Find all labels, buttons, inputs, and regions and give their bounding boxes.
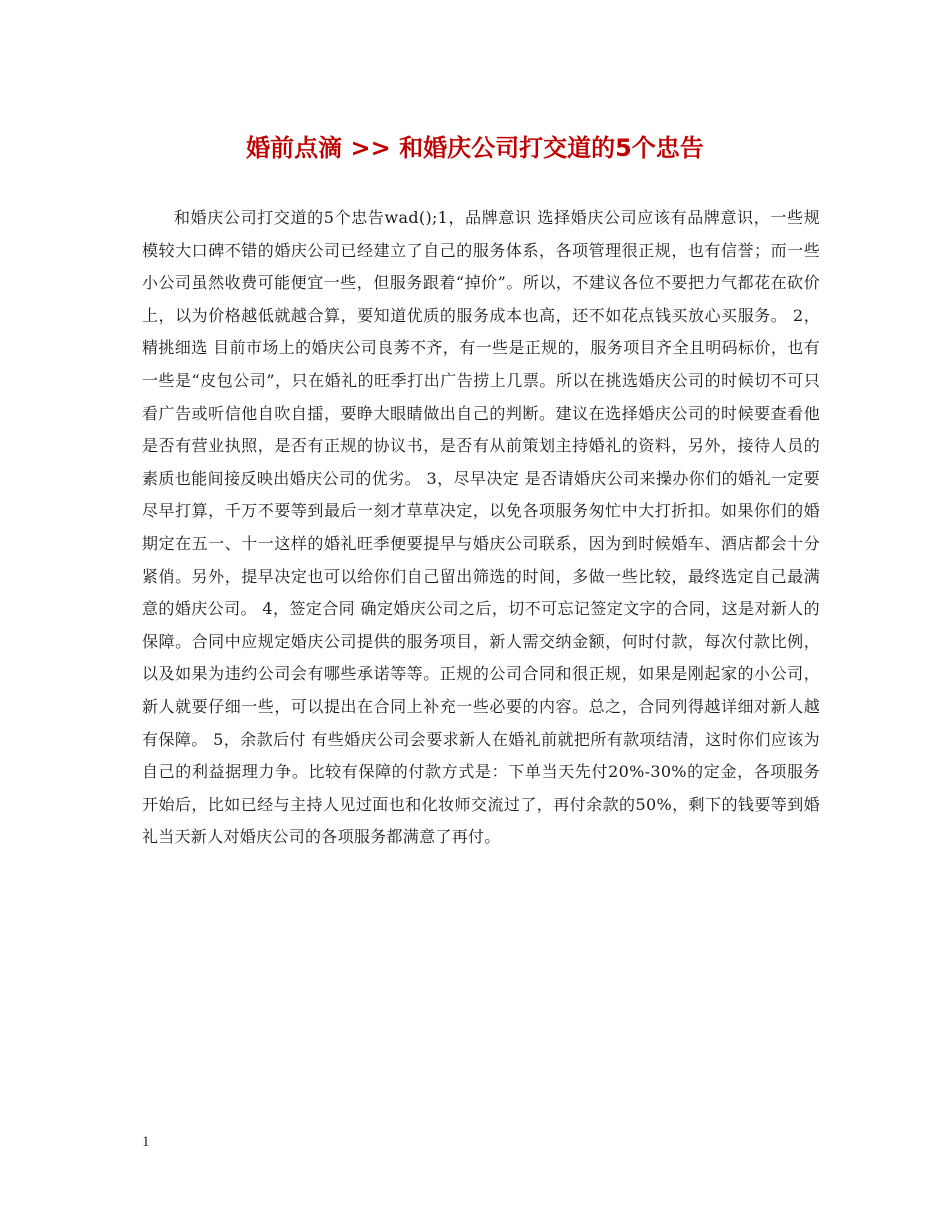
page-number: 1 <box>142 1134 150 1150</box>
document-body: 和婚庆公司打交道的5个忠告wad();1，品牌意识 选择婚庆公司应该有品牌意识，一些规模较大口碑不错的婚庆公司已经建立了自己的服务体系，各项管理很正规，也有信誉；而一些小公司虽然收费可能便宜一些，但服务跟着“掉价”。所以，不建议各位不要把力气都花在砍价上，以为价格越低就越合算，要知道优质的服务成本也高，还不如花点钱买放心买服务。 2，精挑细选 目前市场上的婚庆公司良莠不齐，有一些是正规的，服务项目齐全且明码标价，也有一些是“皮包公司”，只在婚礼的旺季打出广告捞上几票。所以在挑选婚庆公司的时候切不可只看广告或听信他自吹自擂，要睁大眼睛做出自己的判断。建议在选择婚庆公司的时候要查看他是否有营业执照，是否有正规的协议书，是否有从前策划主持婚礼的资料，另外，接待人员的素质也能间接反映出婚庆公司的优劣。 3，尽早决定 是否请婚庆公司来操办你们的婚礼一定要尽早打算，千万不要等到最后一刻才草草决定，以免各项服务匆忙中大打折扣。如果你们的婚期定在五一、十一这样的婚礼旺季便要提早与婚庆公司联系，因为到时候婚车、酒店都会十分紧俏。另外，提早决定也可以给你们自己留出筛选的时间，多做一些比较，最终选定自己最满意的婚庆公司。 4，签定合同 确定婚庆公司之后，切不可忘记签定文字的合同，这是对新人的保障。合同中应规定婚庆公司提供的服务项目，新人需交纳金额，何时付款，每次付款比例，以及如果为违约公司会有哪些承诺等等。正规的公司合同和很正规，如果是刚起家的小公司，新人就要仔细一些，可以提出在合同上补充一些必要的内容。总之，合同列得越详细对新人越有保障。 5，余款后付 有些婚庆公司会要求新人在婚礼前就把所有款项结清，这时你们应该为自己的利益据理力争。比较有保障的付款方式是：下单当天先付20%-30%的定金，各项服务开始后，比如已经与主持人见过面也和化妆师交流过了，再付余款的50%，剩下的钱要等到婚礼当天新人对婚庆公司的各项服务都满意了再付。 <box>142 208 820 847</box>
document-title: 婚前点滴 >> 和婚庆公司打交道的5个忠告 <box>246 134 704 162</box>
